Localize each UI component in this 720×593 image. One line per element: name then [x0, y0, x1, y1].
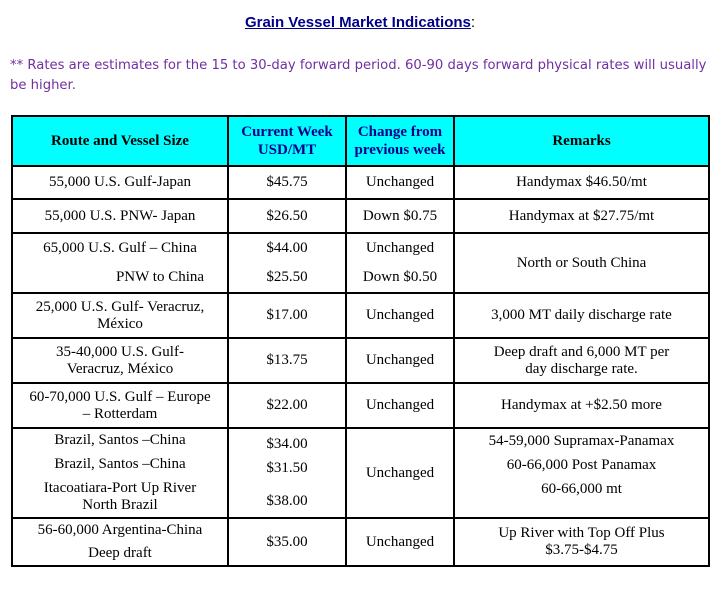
table-row	[12, 428, 709, 518]
table-header-row	[12, 116, 709, 166]
route-pnw-china: PNW to China	[115, 269, 205, 285]
remarks-line: 60-66,000 mt	[541, 481, 622, 497]
title-text: Grain Vessel Market Indications	[244, 14, 471, 31]
change-cell: Unchanged	[346, 383, 454, 428]
route-line: 25,000 U.S. Gulf- Veracruz,	[35, 298, 205, 315]
route-line: North Brazil	[82, 497, 158, 513]
route-line: – Rotterdam	[82, 405, 158, 422]
page-title	[0, 14, 720, 31]
route-cell	[12, 338, 228, 383]
rate-cell: $13.75	[228, 338, 346, 383]
route-line: 35-40,000 U.S. Gulf-	[56, 343, 184, 360]
table-row	[12, 166, 709, 199]
remarks-line: day discharge rate.	[525, 360, 638, 377]
header-change-line1: Change from	[357, 124, 443, 140]
header-remarks: Remarks	[454, 116, 709, 166]
rate-cell: $45.75	[228, 166, 346, 199]
remarks-cell: North or South China	[454, 233, 709, 293]
route-line: Deep draft	[88, 545, 152, 561]
rate-line: $31.50	[266, 460, 308, 476]
change-cell: Down $0.50	[346, 263, 454, 293]
route-cell: 55,000 U.S. Gulf-Japan	[12, 166, 228, 199]
change-cell: Unchanged	[346, 428, 454, 518]
rate-note: ** Rates are estimates for the 15 to 30-day forward period. 60-90 days forward physical rates will usually be higher.	[10, 58, 707, 93]
table-row	[12, 233, 709, 263]
remarks-cell: Handymax at +$2.50 more	[454, 383, 709, 428]
header-change-line2: previous week	[354, 142, 446, 158]
route-cell	[12, 428, 228, 518]
change-cell: Unchanged	[346, 518, 454, 566]
table-row	[12, 518, 709, 566]
route-cell: 55,000 U.S. PNW- Japan	[12, 199, 228, 233]
route-cell	[12, 518, 228, 566]
remarks-line: $3.75-$4.75	[545, 542, 618, 558]
table-row	[12, 199, 709, 233]
route-line: Brazil, Santos –China	[54, 432, 186, 448]
table-row	[12, 338, 709, 383]
route-line: Veracruz, México	[66, 360, 174, 377]
route-line: México	[97, 315, 143, 332]
remarks-cell: Handymax at $27.75/mt	[454, 199, 709, 233]
table-row	[12, 383, 709, 428]
rate-cell: $25.50	[228, 263, 346, 293]
remarks-line: Deep draft and 6,000 MT per	[493, 343, 670, 360]
rate-cell: $22.00	[228, 383, 346, 428]
remarks-cell: 3,000 MT daily discharge rate	[454, 293, 709, 338]
rate-line: $34.00	[266, 436, 308, 452]
header-change	[346, 116, 454, 166]
route-line: Itacoatiara-Port Up River	[43, 480, 197, 496]
route-cell	[12, 263, 228, 293]
header-current-line2: USD/MT	[257, 142, 317, 158]
table-row	[12, 293, 709, 338]
rate-cell: $26.50	[228, 199, 346, 233]
route-cell: 65,000 U.S. Gulf – China	[12, 233, 228, 263]
remarks-line: Up River with Top Off Plus	[498, 525, 665, 541]
route-line: 56-60,000 Argentina-China	[37, 522, 203, 538]
change-cell: Unchanged	[346, 233, 454, 263]
header-current-week	[228, 116, 346, 166]
change-cell: Down $0.75	[346, 199, 454, 233]
remarks-line: 54-59,000 Supramax-Panamax	[488, 433, 675, 449]
remarks-cell	[454, 338, 709, 383]
title-colon: :	[470, 14, 476, 31]
header-route: Route and Vessel Size	[12, 116, 228, 166]
route-cell	[12, 293, 228, 338]
rate-cell	[228, 428, 346, 518]
remarks-cell	[454, 428, 709, 518]
route-cell	[12, 383, 228, 428]
remarks-cell: Handymax $46.50/mt	[454, 166, 709, 199]
change-cell: Unchanged	[346, 293, 454, 338]
change-cell: Unchanged	[346, 338, 454, 383]
change-cell: Unchanged	[346, 166, 454, 199]
route-line: Brazil, Santos –China	[54, 456, 186, 472]
remarks-line: 60-66,000 Post Panamax	[506, 457, 657, 473]
rate-line: $38.00	[266, 493, 308, 509]
rate-cell: $17.00	[228, 293, 346, 338]
header-current-line1: Current Week	[241, 124, 333, 140]
route-line: 60-70,000 U.S. Gulf – Europe	[29, 388, 211, 405]
rate-cell: $44.00	[228, 233, 346, 263]
remarks-cell	[454, 518, 709, 566]
grain-vessel-table	[11, 115, 710, 567]
rate-cell: $35.00	[228, 518, 346, 566]
